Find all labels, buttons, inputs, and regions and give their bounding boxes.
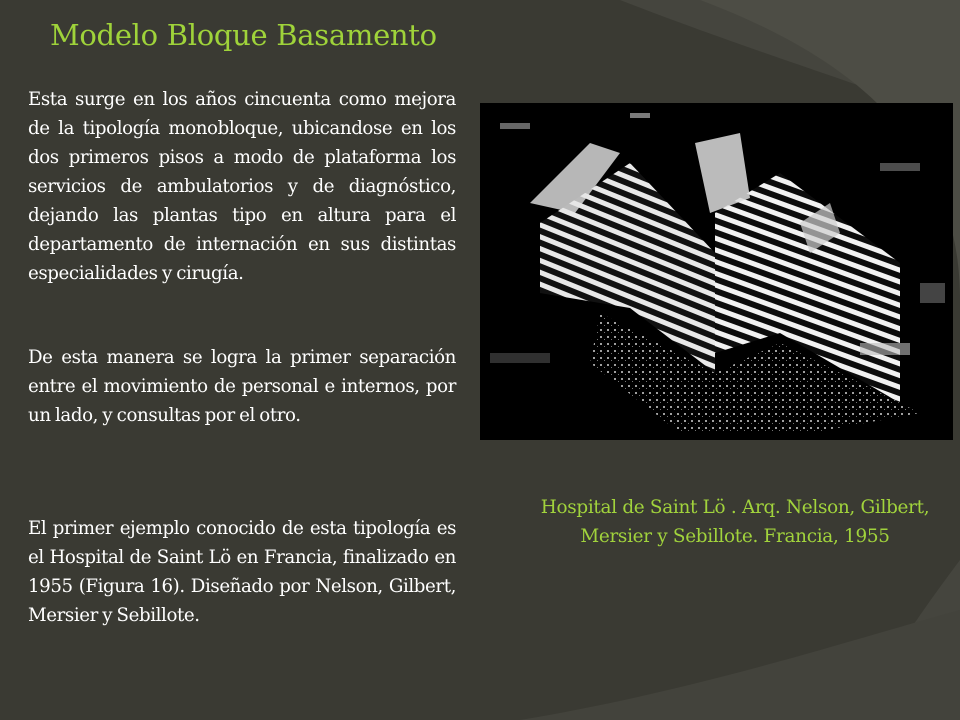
paragraph-separation: De esta manera se logra la primer separación entre el movimiento de personal e internos, por un lado, y consultas por el otro.	[28, 347, 456, 426]
caption-line-2: Mersier y Sebillote. Francia, 1955	[580, 526, 890, 547]
paragraph-intro: Esta surge en los años cincuenta como mejora de la tipología monobloque, ubicandose en los dos primeros pisos a modo de plataforma los servicios de ambulatorios y de diagnóstico, dejando las plantas tipo en altura para el departamento de internación en sus distintas especialidades y cirugía.	[28, 89, 456, 284]
caption-line-1: Hospital de Saint Lö . Arq. Nelson, Gilbert,	[540, 497, 930, 518]
slide-title: Modelo Bloque Basamento	[50, 18, 437, 52]
photo-caption	[500, 493, 960, 551]
hospital-photo	[480, 103, 953, 440]
hospital-building-image	[480, 103, 953, 440]
paragraph-example: El primer ejemplo conocido de esta tipología es el Hospital de Saint Lö en Francia, finalizado en 1955 (Figura 16). Diseñado por Nelson, Gilbert, Mersier y Sebillote.	[28, 518, 456, 626]
